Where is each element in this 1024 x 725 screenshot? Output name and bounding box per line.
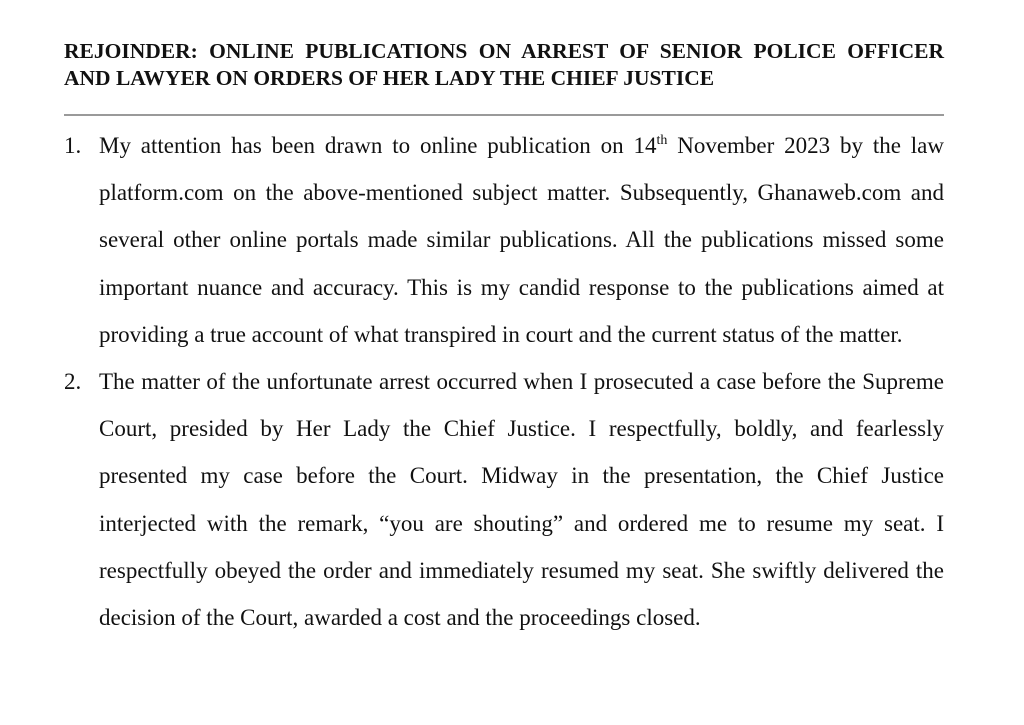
paragraph-text-part: November 2023 by the law platform.com on the above-mentioned subject matter. Subsequently, Ghanaweb.com and several other online portals made similar publications. All the publications missed some important nuance and accuracy. This is my candid response to the publications aimed at providing a true account of what transpired in court and the current status of the matter. bbox=[99, 133, 944, 347]
numbered-paragraph-list bbox=[64, 122, 944, 641]
heading-divider bbox=[64, 114, 944, 116]
paragraph-text: The matter of the unfortunate arrest occurred when I prosecuted a case before the Supreme Court, presided by Her Lady the Chief Justice. I respectfully, boldly, and fearlessly presented my case before the Court. Midway in the presentation, the Chief Justice interjected with the remark, “you are shouting” and ordered me to resume my seat. I respectfully obeyed the order and immediately resumed my seat. She swiftly delivered the decision of the Court, awarded a cost and the proceedings closed. bbox=[99, 369, 944, 631]
paragraph-text-part: My attention has been drawn to online publication on 14 bbox=[99, 133, 657, 158]
document-heading: REJOINDER: ONLINE PUBLICATIONS ON ARREST OF SENIOR POLICE OFFICER AND LAWYER ON ORDERS OF HER LADY THE CHIEF JUSTICE bbox=[64, 39, 944, 90]
document-page bbox=[64, 38, 944, 641]
paragraph-number: 2. bbox=[64, 369, 82, 395]
paragraph-2 bbox=[64, 358, 944, 641]
paragraph-1 bbox=[64, 122, 944, 358]
paragraph-number: 1. bbox=[64, 133, 82, 158]
ordinal-superscript: th bbox=[656, 133, 668, 148]
